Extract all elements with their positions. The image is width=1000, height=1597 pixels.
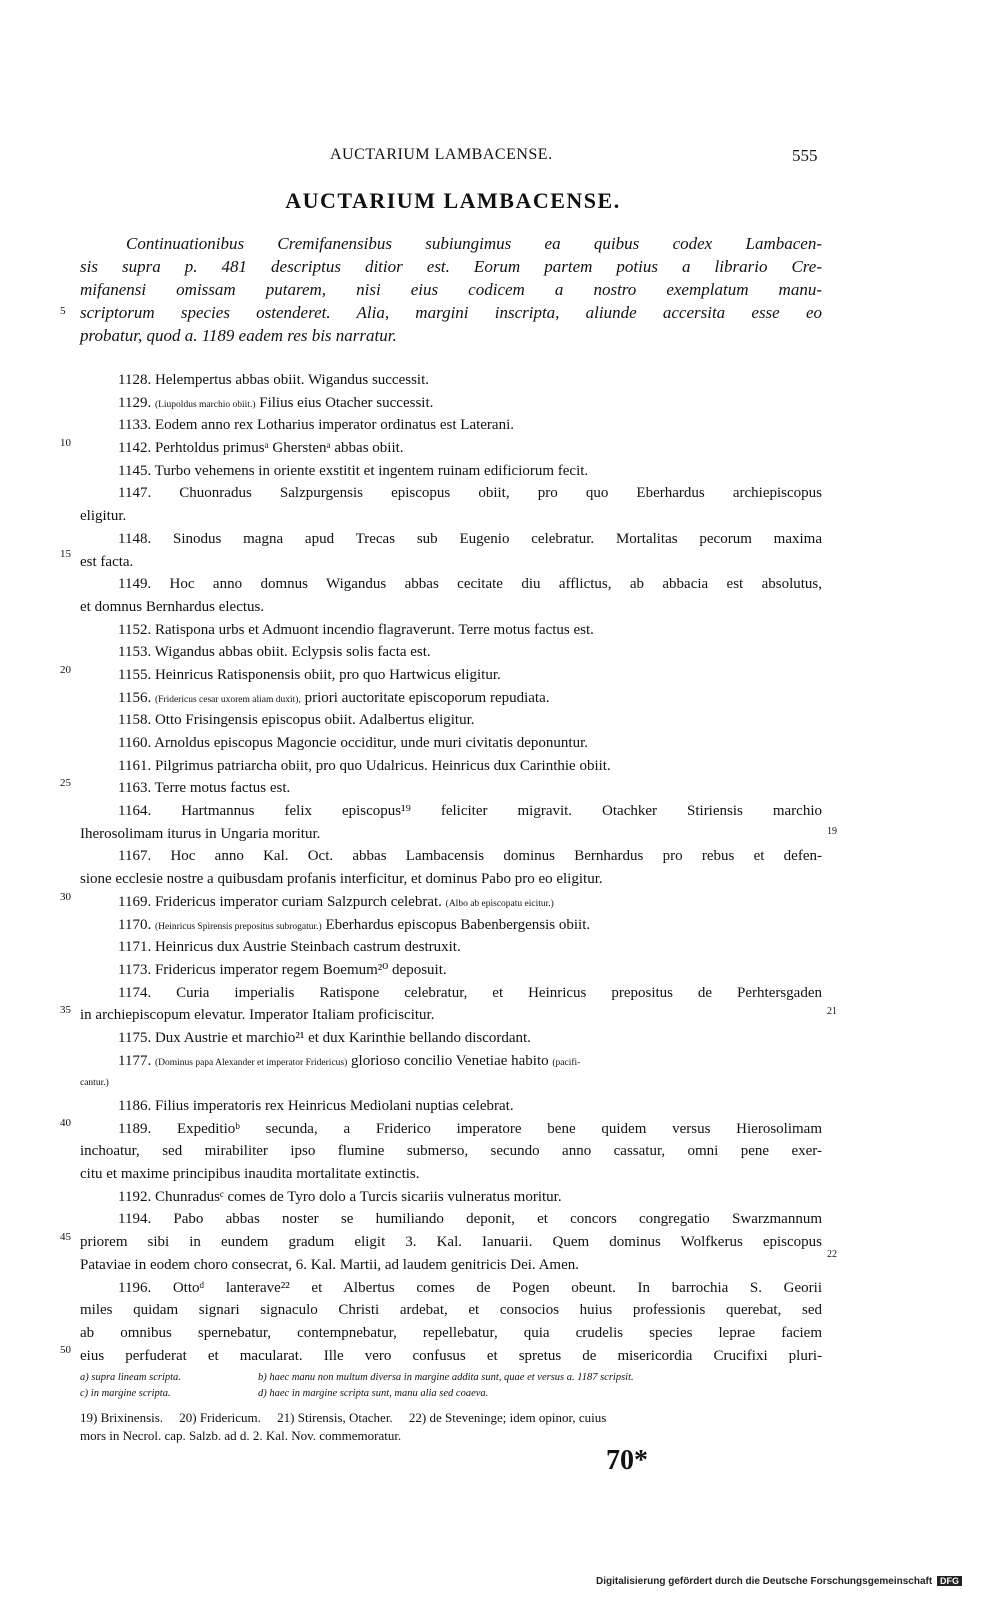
line-number: 15 — [60, 548, 71, 560]
annal-interlinear: (Dominus papa Alexander et imperator Fridericus) — [154, 1057, 348, 1068]
annals-text — [80, 369, 822, 1367]
annal-entry — [80, 392, 822, 415]
annal-entry-cont: citu et maxime principibus inaudita mortalitate extinctis. — [80, 1166, 420, 1183]
annal-entry: 1147. Chuonradus Salzpurgensis episcopus obiit, pro quo Eberhardus archiepiscopus — [118, 485, 822, 502]
annal-entry-cont: priorem sibi in eundem gradum eligit 3. Kal. Ianuarii. Quem dominus Wolfkerus episcopus — [80, 1234, 822, 1251]
line-number: 45 — [60, 1231, 71, 1243]
annal-entry-cont: est facta. — [80, 553, 134, 570]
annal-entry: 1152. Ratispona urbs et Admuont incendio flagraverunt. Terre motus factus est. — [118, 621, 594, 638]
annal-entry-cont: ab omnibus spernebatur, contempnebatur, repellebatur, quia crudelis species leprae faciem — [80, 1324, 822, 1341]
annal-entry: 1196. Ottoᵈ lanterave²² et Albertus comes de Pogen obeunt. In barrochia S. Georii — [118, 1279, 822, 1296]
intro-line: Continuationibus Cremifanensibus subiungimus ea quibus codex Lambacen- — [126, 234, 822, 253]
annal-entry-cont: eius perfuderat et macularat. Ille vero confusus et spretus de misericordia Crucifixi pluri- — [80, 1347, 822, 1364]
annal-entry-cont: inchoatur, sed mirabiliter ipso flumine submerso, secundo anno cassatur, omni pene exer- — [80, 1143, 822, 1160]
page-number: 555 — [792, 146, 818, 165]
footnote-d: d) haec in margine scripta sunt, manu alia sed coaeva. — [258, 1388, 489, 1399]
annal-entry: 1128. Helempertus abbas obiit. Wigandus successit. — [118, 372, 430, 388]
annal-entry-cont: et domnus Bernhardus electus. — [80, 598, 265, 615]
annal-interlinear: (Fridericus cesar uxorem aliam duxit), — [154, 694, 301, 705]
intro-line: mifanensi omissam putarem, nisi eius codicem a nostro exemplatum manu- — [80, 280, 822, 299]
annal-entry: 1175. Dux Austrie et marchio²¹ et dux Karinthie bellando discordant. — [118, 1029, 531, 1046]
line-number: 40 — [60, 1117, 71, 1129]
annal-entry: 1153. Wigandus abbas obiit. Eclypsis solis facta est. — [118, 644, 431, 661]
annal-entry-cont: in archiepiscopum elevatur. Imperator Italiam proficiscitur. — [80, 1007, 435, 1024]
margin-note: 21 — [827, 1006, 837, 1017]
annal-entry — [80, 687, 822, 710]
annal-entry: 1186. Filius imperatoris rex Heinricus Mediolani nuptias celebrat. — [118, 1098, 514, 1114]
intro-line: sis supra p. 481 descriptus ditior est. Eorum partem potius a librario Cre- — [80, 257, 822, 276]
annal-entry: 1142. Perhtoldus primusᵃ Gherstenᵃ abbas obiit. — [118, 440, 404, 457]
line-number: 5 — [60, 305, 66, 317]
annal-interlinear: (pacifi- — [552, 1057, 581, 1068]
annal-entry: 1164. Hartmannus felix episcopus¹⁹ feliciter migravit. Otachker Stiriensis marchio — [118, 803, 822, 820]
annal-text: priori auctoritate episcoporum repudiata. — [304, 689, 550, 706]
annal-entry-cont: Pataviae in eodem choro consecrat, 6. Kal. Martii, ad laudem genitricis Dei. Amen. — [80, 1256, 580, 1273]
signature-mark: 70* — [606, 1445, 648, 1476]
annal-entry-cont: sione ecclesie nostre a quibusdam profanis interficitur, et dominus Pabo pro eo eligitur. — [80, 871, 603, 888]
annal-entry: 1192. Chunradusᶜ comes de Tyro dolo a Turcis sicariis vulneratus moritur. — [118, 1188, 562, 1205]
annal-entry: 1173. Fridericus imperator regem Boemum²⁰ deposuit. — [118, 961, 447, 978]
line-number: 30 — [60, 891, 71, 903]
annal-entry: 1174. Curia imperialis Ratispone celebratur, et Heinricus prepositus de Perhtersgaden — [118, 984, 822, 1001]
running-head: AUCTARIUM LAMBACENSE. — [330, 146, 553, 163]
annal-entry: 1149. Hoc anno domnus Wigandus abbas cecitate diu afflictus, ab abbacia est absolutus, — [118, 576, 822, 593]
line-number: 25 — [60, 777, 71, 789]
margin-note: 19 — [827, 826, 837, 837]
annal-text: Filius eius Otacher successit. — [259, 394, 434, 411]
annal-entry: 1158. Otto Frisingensis episcopus obiit. Adalbertus eligitur. — [118, 712, 475, 729]
credit-text: Digitalisierung gefördert durch die Deutsche Forschungsgemeinschaft — [596, 1576, 933, 1587]
annal-entry: 1133. Eodem anno rex Lotharius imperator ordinatus est Laterani. — [118, 417, 514, 434]
annal-interlinear: (Albo ab episcopatu eicitur.) — [445, 898, 554, 909]
annal-entry: 1161. Pilgrimus patriarcha obiit, pro quo Udalricus. Heinricus dux Carinthie obiit. — [118, 757, 611, 774]
annal-entry: 1194. Pabo abbas noster se humiliando deponit, et concors congregatio Swarzmannum — [118, 1211, 822, 1228]
annal-year: 1129. — [118, 394, 152, 411]
digitization-credit — [596, 1576, 962, 1587]
footnote-b: b) haec manu non multum diversa in margine addita sunt, quae et versus a. 1187 scripsit. — [258, 1372, 634, 1383]
annal-entry: 1163. Terre motus factus est. — [118, 780, 291, 797]
annal-year: 1170. — [118, 916, 152, 933]
dfg-logo: DFG — [937, 1576, 962, 1586]
intro-line: scriptorum species ostenderet. Alia, margini inscripta, aliunde accersita esse eo — [80, 303, 822, 322]
annal-entry — [80, 891, 822, 914]
annal-entry — [80, 914, 822, 937]
annal-entry: 1160. Arnoldus episcopus Magoncie occiditur, unde muri civitatis deponuntur. — [118, 735, 589, 751]
annal-text: Eberhardus episcopus Babenbergensis obiit. — [325, 916, 591, 933]
annal-interlinear: (Heinricus Spirensis prepositus subrogatur.) — [154, 921, 322, 932]
annal-entry-cont: cantur.) — [80, 1078, 109, 1089]
footnote-numbered-line: mors in Necrol. cap. Salzb. ad d. 2. Kal. Nov. commemoratur. — [80, 1428, 402, 1443]
line-number: 35 — [60, 1004, 71, 1016]
margin-note: 22 — [827, 1249, 837, 1260]
annal-entry — [80, 1050, 822, 1073]
annal-interlinear: (Liupoldus marchio obiit.) — [154, 399, 256, 410]
footnote-c: c) in margine scripta. — [80, 1388, 171, 1399]
annal-entry: 1171. Heinricus dux Austrie Steinbach castrum destruxit. — [118, 939, 461, 956]
annal-entry: 1155. Heinricus Ratisponensis obiit, pro quo Hartwicus eligitur. — [118, 666, 501, 683]
annal-year: 1177. — [118, 1052, 152, 1069]
page-title: AUCTARIUM LAMBACENSE. — [285, 188, 621, 213]
footnote-a: a) supra lineam scripta. — [80, 1372, 181, 1383]
annal-entry: 1167. Hoc anno Kal. Oct. abbas Lambacensis dominus Bernhardus pro rebus et defen- — [118, 848, 822, 865]
annal-text: 1169. Fridericus imperator curiam Salzpurch celebrat. — [118, 893, 442, 910]
annal-text: glorioso concilio Venetiae habito — [351, 1052, 549, 1069]
line-number: 50 — [60, 1344, 71, 1356]
intro-paragraph — [80, 232, 822, 347]
line-number: 10 — [60, 437, 71, 449]
annal-year: 1156. — [118, 689, 152, 706]
annal-entry: 1189. Expeditioᵇ secunda, a Friderico imperatore bene quidem versus Hierosolimam — [118, 1120, 822, 1137]
intro-line: probatur, quod a. 1189 eadem res bis narratur. — [80, 326, 397, 345]
annal-entry: 1145. Turbo vehemens in oriente exstitit et ingentem ruinam edificiorum fecit. — [118, 462, 589, 479]
annal-entry: 1148. Sinodus magna apud Trecas sub Eugenio celebratur. Mortalitas pecorum maxima — [118, 530, 822, 547]
line-number: 20 — [60, 664, 71, 676]
annal-entry-cont: eligitur. — [80, 508, 127, 525]
footnote-numbered-line: 19) Brixinensis. 20) Fridericum. 21) Stirensis, Otacher. 22) de Steveninge; idem opinor, cuius — [80, 1410, 607, 1425]
annal-entry-cont: miles quidam signari signaculo Christi ardebat, et consocios huius professionis querebat, sed — [80, 1302, 822, 1319]
annal-entry-cont: Iherosolimam iturus in Ungaria moritur. — [80, 825, 321, 842]
